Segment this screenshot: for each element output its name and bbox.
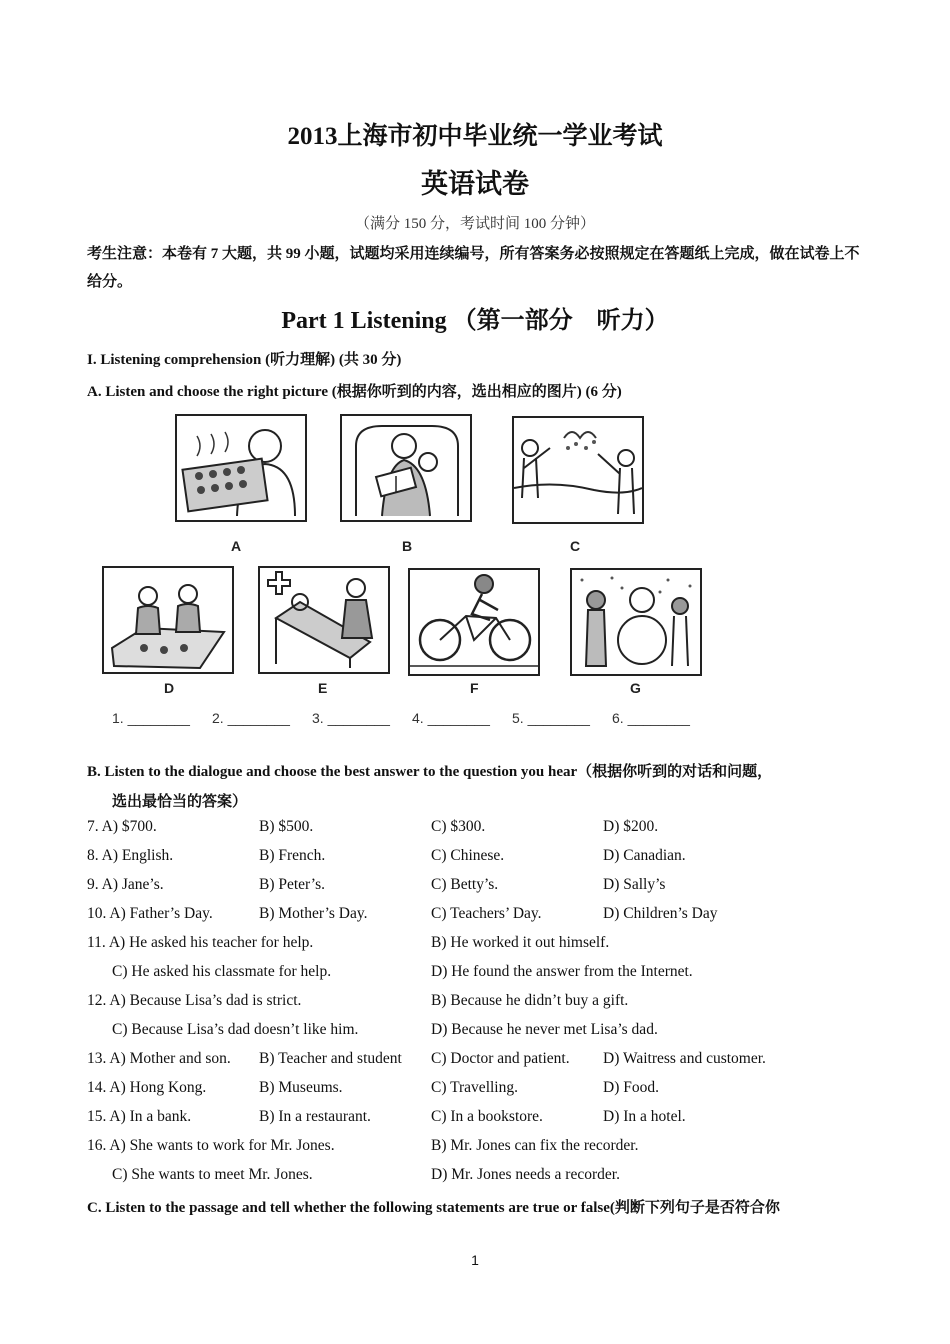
picture-b bbox=[340, 414, 472, 522]
section-c-heading: C. Listen to the passage and tell whether the following statements are true or false(判断下列句子是否符合你 bbox=[87, 1200, 780, 1216]
option-b[interactable]: B) Mother’s Day. bbox=[259, 905, 368, 922]
score-note: （满分 150 分，考试时间 100 分钟） bbox=[354, 216, 595, 232]
option-b[interactable]: B) Because he didn’t buy a gift. bbox=[431, 992, 629, 1009]
option-a[interactable]: A) She wants to work for Mr. Jones. bbox=[109, 1137, 335, 1154]
option-a[interactable]: A) Jane’s. bbox=[101, 876, 164, 893]
cyclist-icon bbox=[410, 570, 538, 674]
picture-label-d: D bbox=[164, 680, 175, 696]
answer-blank-6[interactable]: 6. ________ bbox=[612, 710, 690, 726]
option-d[interactable]: D) Waitress and customer. bbox=[603, 1050, 766, 1067]
option-a[interactable]: A) He asked his teacher for help. bbox=[108, 934, 314, 951]
option-b[interactable]: B) $500. bbox=[259, 818, 314, 835]
option-d[interactable]: D) $200. bbox=[603, 818, 659, 835]
baker-with-tray-icon bbox=[177, 416, 305, 520]
picture-c bbox=[512, 416, 644, 524]
snowman-icon bbox=[572, 570, 700, 674]
option-b[interactable]: B) In a restaurant. bbox=[259, 1108, 371, 1125]
picture-d bbox=[102, 566, 234, 674]
question-number: 8. bbox=[87, 847, 99, 864]
part1-title: Part 1 Listening （第一部分 听力） bbox=[281, 308, 669, 334]
picture-label-f: F bbox=[470, 680, 479, 696]
option-c[interactable]: C) Teachers’ Day. bbox=[431, 905, 542, 922]
option-c[interactable]: C) Travelling. bbox=[431, 1079, 518, 1096]
option-a[interactable]: A) English. bbox=[101, 847, 174, 864]
option-a[interactable]: A) $700. bbox=[101, 818, 157, 835]
option-b[interactable]: B) Teacher and student bbox=[259, 1050, 402, 1067]
picture-label-e: E bbox=[318, 680, 328, 696]
option-c[interactable]: C) Because Lisa’s dad doesn’t like him. bbox=[112, 1021, 359, 1038]
option-d[interactable]: D) Because he never met Lisa’s dad. bbox=[431, 1021, 658, 1038]
option-c[interactable]: C) $300. bbox=[431, 818, 486, 835]
picture-label-a: A bbox=[231, 538, 242, 554]
question-number: 9. bbox=[87, 876, 99, 893]
section-b-heading: B. Listen to the dialogue and choose the best answer to the question you hear（根据你听到的对话和问题， bbox=[87, 764, 773, 780]
question-number: 11. bbox=[87, 934, 106, 951]
section-i-heading: I. Listening comprehension (听力理解) (共 30 分) bbox=[87, 352, 402, 368]
option-a[interactable]: A) Father’s Day. bbox=[109, 905, 213, 922]
picnic-icon bbox=[104, 568, 232, 672]
option-c[interactable]: C) In a bookstore. bbox=[431, 1108, 543, 1125]
option-d[interactable]: D) Canadian. bbox=[603, 847, 686, 864]
watering-plants-icon bbox=[514, 418, 642, 522]
picture-label-b: B bbox=[402, 538, 413, 554]
option-a[interactable]: A) Hong Kong. bbox=[109, 1079, 207, 1096]
question-number: 15. bbox=[87, 1108, 107, 1125]
patient-in-bed-icon bbox=[260, 568, 388, 672]
question-number: 12. bbox=[87, 992, 107, 1009]
option-b[interactable]: B) Mr. Jones can fix the recorder. bbox=[431, 1137, 639, 1154]
reading-on-sofa-icon bbox=[342, 416, 470, 520]
picture-label-c: C bbox=[570, 538, 581, 554]
section-a-heading: A. Listen and choose the right picture (根据你听到的内容，选出相应的图片) (6 分) bbox=[87, 384, 622, 400]
picture-a bbox=[175, 414, 307, 522]
answer-blank-1[interactable]: 1. ________ bbox=[112, 710, 190, 726]
picture-f bbox=[408, 568, 540, 676]
question-number: 13. bbox=[87, 1050, 107, 1067]
question-number: 7. bbox=[87, 818, 99, 835]
answer-blank-5[interactable]: 5. ________ bbox=[512, 710, 590, 726]
exam-title: 2013上海市初中毕业统一学业考试 bbox=[287, 123, 663, 150]
picture-label-g: G bbox=[630, 680, 641, 696]
answer-blank-3[interactable]: 3. ________ bbox=[312, 710, 390, 726]
picture-g bbox=[570, 568, 702, 676]
option-a[interactable]: A) Because Lisa’s dad is strict. bbox=[109, 992, 302, 1009]
question-number: 14. bbox=[87, 1079, 107, 1096]
option-c[interactable]: C) He asked his classmate for help. bbox=[112, 963, 332, 980]
exam-notice: 考生注意：本卷有 7 大题，共 99 小题，试题均采用连续编号，所有答案务必按照规定在答题纸上完成，做在试卷上不给分。 bbox=[87, 246, 860, 290]
option-b[interactable]: B) Peter’s. bbox=[259, 876, 326, 893]
option-d[interactable]: D) In a hotel. bbox=[603, 1108, 686, 1125]
question-number: 10. bbox=[87, 905, 107, 922]
picture-e bbox=[258, 566, 390, 674]
option-d[interactable]: D) Food. bbox=[603, 1079, 659, 1096]
exam-subtitle: 英语试卷 bbox=[421, 169, 529, 199]
option-d[interactable]: D) Sally’s bbox=[603, 876, 666, 893]
option-c[interactable]: C) Betty’s. bbox=[431, 876, 499, 893]
option-a[interactable]: A) In a bank. bbox=[109, 1108, 192, 1125]
option-b[interactable]: B) Museums. bbox=[259, 1079, 343, 1096]
option-c[interactable]: C) Chinese. bbox=[431, 847, 505, 864]
option-c[interactable]: C) She wants to meet Mr. Jones. bbox=[112, 1166, 313, 1183]
answer-blank-4[interactable]: 4. ________ bbox=[412, 710, 490, 726]
page-number: 1 bbox=[471, 1252, 479, 1268]
option-d[interactable]: D) Mr. Jones needs a recorder. bbox=[431, 1166, 620, 1183]
option-a[interactable]: A) Mother and son. bbox=[109, 1050, 231, 1067]
option-c[interactable]: C) Doctor and patient. bbox=[431, 1050, 570, 1067]
section-b-heading-cont: 选出最恰当的答案） bbox=[112, 794, 248, 810]
answer-blank-2[interactable]: 2. ________ bbox=[212, 710, 290, 726]
option-b[interactable]: B) He worked it out himself. bbox=[431, 934, 610, 951]
option-d[interactable]: D) He found the answer from the Internet. bbox=[431, 963, 693, 980]
question-number: 16. bbox=[87, 1137, 107, 1154]
option-d[interactable]: D) Children’s Day bbox=[603, 905, 718, 922]
option-b[interactable]: B) French. bbox=[259, 847, 326, 864]
